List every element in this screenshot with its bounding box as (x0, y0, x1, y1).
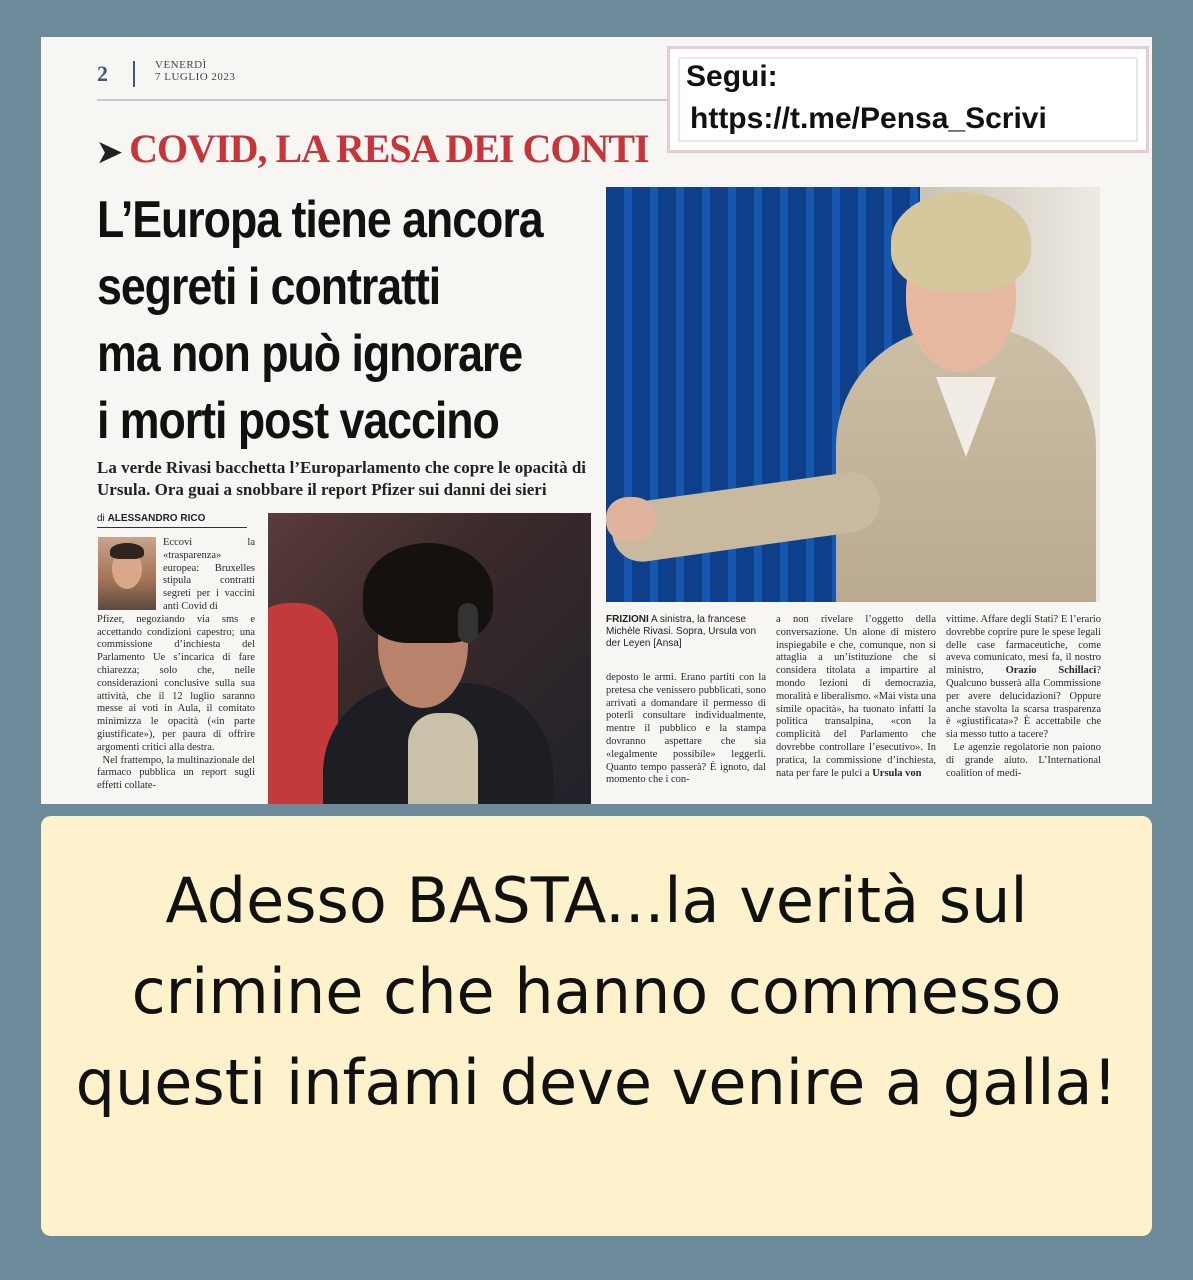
column-text: Le agenzie regolatorie non paiono di grande aiuto. L’International coalition of medi- (946, 741, 1102, 779)
kicker-text: COVID, LA RESA DEI CONTI (129, 126, 649, 171)
headline-line: segreti i contratti (97, 258, 441, 316)
section-kicker (97, 125, 649, 172)
byline (97, 513, 205, 524)
caption-label: FRIZIONI (606, 614, 649, 625)
issue-full-date: 7 LUGLIO 2023 (155, 71, 236, 83)
rivasi-photo (268, 513, 591, 804)
page-separator (133, 61, 135, 87)
column-bold-name: Orazio Schillaci (1005, 665, 1097, 677)
issue-date (155, 59, 235, 83)
column-text: a non rivelare l’oggetto della conversazione. Un alone di mistero inspiegabile e che, comunque, non si attaglia a un’istituzione che si considera titolata a impartire al mondo lezioni di democrazia, moralità e liberalismo. «Mai vista una simile opacità», ha tuonato infatti la politica transalpina, «con la complicità del Parlamento che dovrebbe controllare l’esecutivo». In pratica, la commissione d’inchiesta, nata per fare le pulci a (776, 614, 936, 779)
telegram-link[interactable]: https://t.me/Pensa_Scrivi (690, 102, 1047, 135)
caption-text: A sinistra, la francese Michèle Rivasi. Sopra, Ursula von der Leyen [Ansa] (606, 614, 757, 649)
page-number: 2 (97, 61, 108, 86)
von-der-leyen-photo (606, 187, 1100, 602)
issue-day: VENERDÌ (155, 59, 207, 71)
headline (97, 187, 561, 455)
photo-caption (606, 614, 766, 650)
column-text: vittime. Affare degli Stati? E l’erario dovrebbe coprire pure le spese legali delle case farmaceutiche, come aveva comunicato, mesi fa, il nostro ministro, (946, 614, 1101, 677)
arrow-icon: ➤ (97, 136, 122, 169)
column-lead: Eccovi la «trasparenza» europea: Bruxelles stipula contratti segreti per i vaccini anti Covid di (163, 537, 255, 612)
column-text: ? Qualcuno busserà alla Commissione per avere delucidazioni? Oppure anche stavolta la scarsa trasparenza è «giustificata»? È accettabile che sia messo tutto a tacere? (946, 665, 1102, 741)
byline-prefix: di (97, 513, 105, 524)
article-column-2: deposto le armi. Erano partiti con la pretesa che venissero pubblicati, sono arrivati a domandare il permesso di poterli consultare individualmente, mentre il pubblico e la stampa dovranno aspettare che sia «legalmente possibile» leggerli. Quanto tempo passerà? È ignoto, dal momento che i con- (606, 672, 766, 786)
headline-line: i morti post vaccino (97, 392, 499, 450)
byline-rule (97, 527, 247, 528)
banner-message: Adesso BASTA...la verità sul crimine che hanno commesso questi infami deve venire a galla! (75, 864, 1118, 1119)
column-text: Pfizer, negoziando via sms e accettando condizioni capestro; una commissione d’inchiesta del Parlamento Ue s’incarica di fare chiarezza; solo che, nelle considerazioni conclusive sulla sua attività, che il 12 luglio saranno messe ai voti in Aula, il comitato minimizza le opacità («in parte giustificate»), per paura di offrire argomenti critici alla destra. (97, 613, 255, 753)
headline-line: ma non può ignorare (97, 325, 523, 383)
author-photo (98, 537, 156, 610)
column-bold-name: Ursula von (872, 767, 922, 779)
article-column-3 (776, 614, 936, 780)
headline-line: L’Europa tiene ancora (97, 191, 543, 249)
deck-subtitle: La verde Rivasi bacchetta l’Europarlamento che copre le opacità di Ursula. Ora guai a snobbare il report Pfizer sui danni dei sieri (97, 458, 587, 499)
article-column-4 (946, 614, 1101, 780)
column-text: Nel frattempo, la multinazionale del farmaco pubblica un report sugli effetti collate- (97, 754, 255, 792)
follow-label: Segui: (686, 60, 778, 93)
byline-author: ALESSANDRO RICO (107, 513, 206, 524)
